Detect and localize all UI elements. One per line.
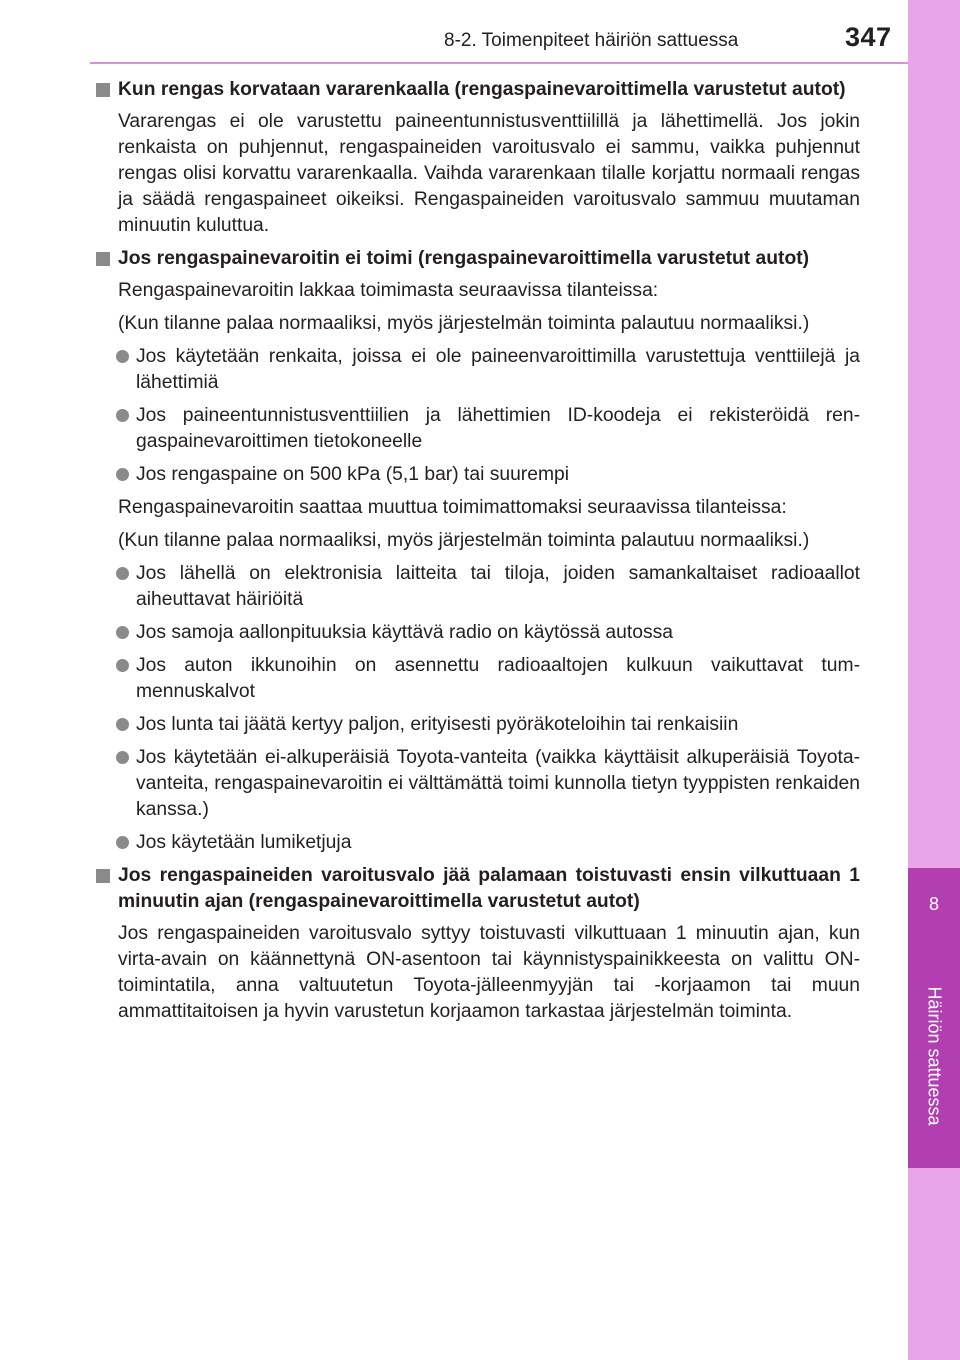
list-item-text: Jos samoja aallonpituuksia käyttävä radio on käytössä autossa	[136, 622, 673, 643]
heading-text: Kun rengas korvataan vararenkaalla (rengaspainevaroittimella varustetut autot)	[118, 79, 846, 100]
heading-text: Jos rengaspainevaroitin ei toimi (rengaspainevaroittimella varustetut autot)	[118, 248, 810, 269]
section-title: 8-2. Toimenpiteet häiriön sattuessa	[444, 30, 739, 51]
list-item	[136, 403, 860, 455]
paragraph: (Kun tilanne palaa normaaliksi, myös järjestelmän toiminta palautuu normaaliksi.)	[118, 530, 810, 551]
list-item-text: Jos käytetään renkaita, joissa ei ole paineenvaroittimilla varustettuja venttiilejä ja lähettimiä	[136, 346, 860, 393]
list-item-text: Jos auton ikkunoihin on asennettu radioaaltojen kulkuun vaikuttavat tummennuskalvot	[136, 655, 860, 702]
list-item-text: Jos paineentunnistusventtiilien ja lähettimien ID-koodeja ei rekisteröidä rengaspainevaroittimen tietokoneelle	[136, 405, 860, 452]
round-bullet-icon	[116, 567, 129, 580]
section-heading	[96, 246, 860, 272]
section-heading	[96, 77, 860, 103]
main-content	[96, 77, 860, 1032]
paragraph: Rengaspainevaroitin saattaa muuttua toimimattomaksi seuraavissa tilanteissa:	[118, 497, 787, 518]
list-item	[136, 653, 860, 705]
list-item	[136, 712, 860, 738]
paragraph: Rengaspainevaroitin lakkaa toimimasta seuraavissa tilanteissa:	[118, 280, 659, 301]
paragraph: Jos rengaspaineiden varoitusvalo syttyy toistuvasti vilkuttuaan 1 minuutin ajan, kun virta-avain on käännettynä ON-asentoon tai käynnistyspainikkeesta on valittu ON-toimintatila, anna valtuutetun Toyota-jälleenmyyjän tai -korjaamon tai muun ammattitaitoisen ja hyvin varustetun korjaamon tarkastaa järjestelmän toiminta.	[118, 923, 860, 1022]
list-item	[136, 745, 860, 823]
list-item	[136, 830, 860, 856]
list-item-text: Jos käytetään ei-alkuperäisiä Toyota-vanteita (vaikka käyttäisit alkuperäisiä Toyota-vanteita, rengaspainevaroitin ei välttämättä toimi kunnolla tietyn tyyppisten renkaiden kanssa.)	[136, 747, 860, 820]
list-item-text: Jos rengaspaine on 500 kPa (5,1 bar) tai suurempi	[136, 464, 570, 485]
square-bullet-icon	[96, 83, 110, 97]
round-bullet-icon	[116, 350, 129, 363]
round-bullet-icon	[116, 468, 129, 481]
round-bullet-icon	[116, 836, 129, 849]
page-number: 347	[845, 22, 892, 52]
round-bullet-icon	[116, 409, 129, 422]
page-header	[0, 0, 908, 64]
square-bullet-icon	[96, 252, 110, 266]
list-item	[136, 462, 860, 488]
chapter-number: 8	[928, 894, 939, 914]
round-bullet-icon	[116, 718, 129, 731]
header-rule	[90, 62, 908, 64]
section-heading	[96, 863, 860, 915]
round-bullet-icon	[116, 626, 129, 639]
round-bullet-icon	[116, 751, 129, 764]
list-item	[136, 620, 860, 646]
list-item	[136, 344, 860, 396]
chapter-title: Häiriön sattuessa	[924, 986, 945, 1126]
paragraph: Vararengas ei ole varustettu paineentunnistusventtiilillä ja lähettimellä. Jos jokin renkaista on puhjennut, rengaspaineiden varoitusvalo ei sammu, vaikka puhjennut rengas olisi korvattu vararenkaalla. Vaihda vararenkaan tilalle korjattu normaali rengas ja säädä rengaspaineet oikeiksi. Rengaspaineiden varoitusvalo sammuu muutaman minuutin kuluttua.	[118, 111, 860, 236]
list-item-text: Jos lunta tai jäätä kertyy paljon, erityisesti pyöräkoteloihin tai renkaisiin	[136, 714, 739, 735]
list-item-text: Jos lähellä on elektronisia laitteita tai tiloja, joiden samankaltaiset radioaallot aiheuttavat häiriöitä	[136, 563, 860, 610]
list-item	[136, 561, 860, 613]
square-bullet-icon	[96, 869, 110, 883]
heading-text: Jos rengaspaineiden varoitusvalo jää palamaan toistuvasti ensin vilkuttuaan 1 minuutin ajan (rengaspainevaroittimella varustetut autot)	[118, 865, 860, 912]
round-bullet-icon	[116, 659, 129, 672]
paragraph: (Kun tilanne palaa normaaliksi, myös järjestelmän toiminta palautuu normaaliksi.)	[118, 313, 810, 334]
list-item-text: Jos käytetään lumiketjuja	[136, 832, 352, 853]
